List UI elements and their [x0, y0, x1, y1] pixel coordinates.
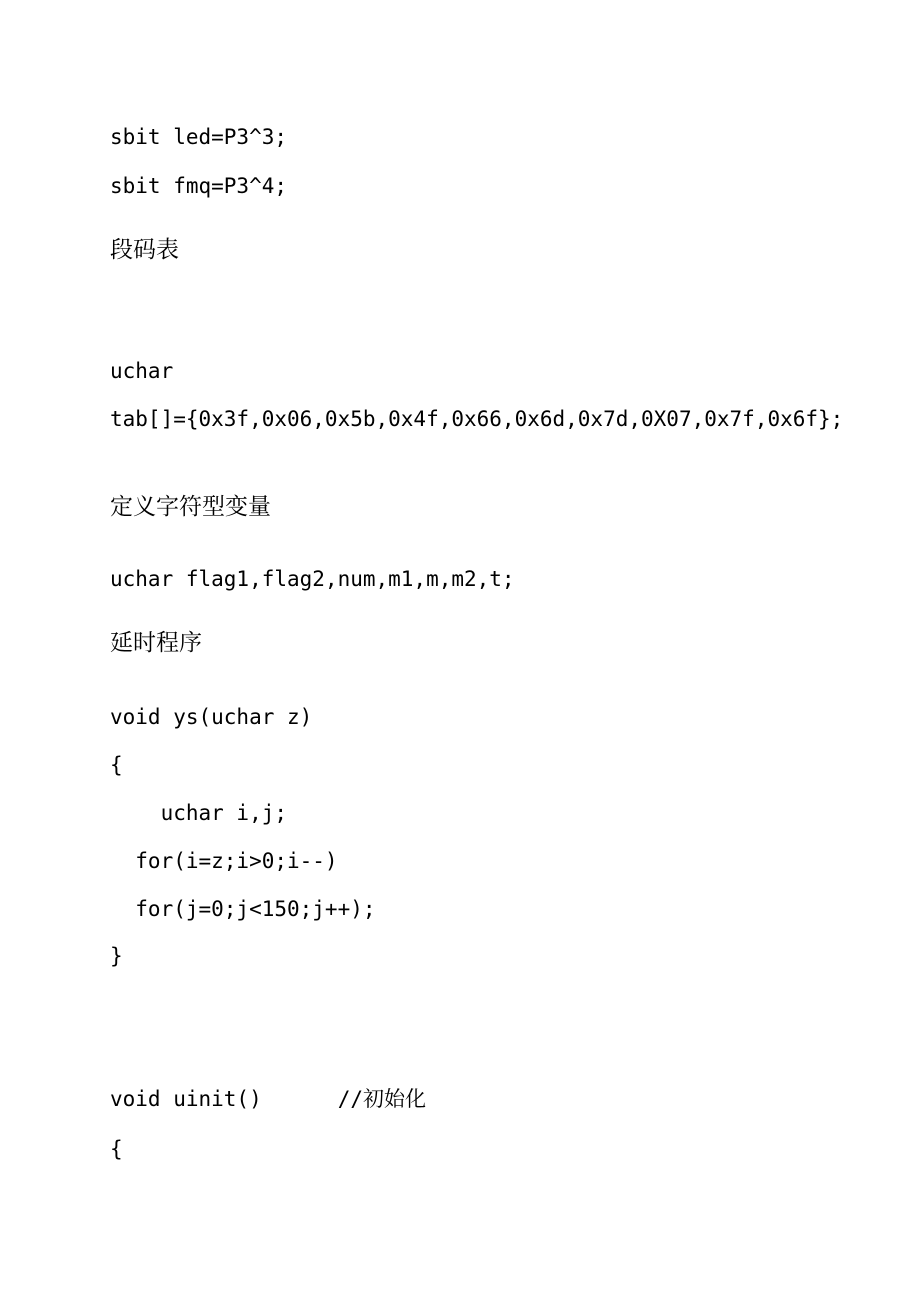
- code-line-for-outer: for(i=z;i>0;i--): [110, 849, 338, 873]
- func-uinit-comment: //初始化: [337, 1087, 427, 1111]
- code-line-local-vars: uchar i,j;: [110, 801, 288, 825]
- code-line-uchar-keyword: uchar: [110, 359, 174, 383]
- code-line-brace-open: {: [110, 753, 123, 777]
- func-uinit-signature: void uinit(): [110, 1087, 262, 1111]
- code-line-tab-array: tab[]={0x3f,0x06,0x5b,0x4f,0x66,0x6d,0x7d,0X07,0x7f,0x6f};: [110, 407, 844, 431]
- section-heading-define-vars: 定义字符型变量: [110, 494, 271, 520]
- code-line-func-ys: void ys(uchar z): [110, 705, 313, 729]
- code-line-brace-open-2: {: [110, 1137, 123, 1161]
- code-line-func-uinit: [110, 1084, 426, 1114]
- code-line-vars-decl: uchar flag1,flag2,num,m1,m,m2,t;: [110, 567, 515, 591]
- code-line-sbit-fmq: sbit fmq=P3^4;: [110, 174, 288, 198]
- section-heading-segment-table: 段码表: [110, 237, 179, 263]
- code-line-for-inner: for(j=0;j<150;j++);: [110, 897, 376, 921]
- code-line-sbit-led: sbit led=P3^3;: [110, 125, 288, 149]
- code-line-brace-close: }: [110, 944, 123, 968]
- section-heading-delay: 延时程序: [110, 630, 202, 656]
